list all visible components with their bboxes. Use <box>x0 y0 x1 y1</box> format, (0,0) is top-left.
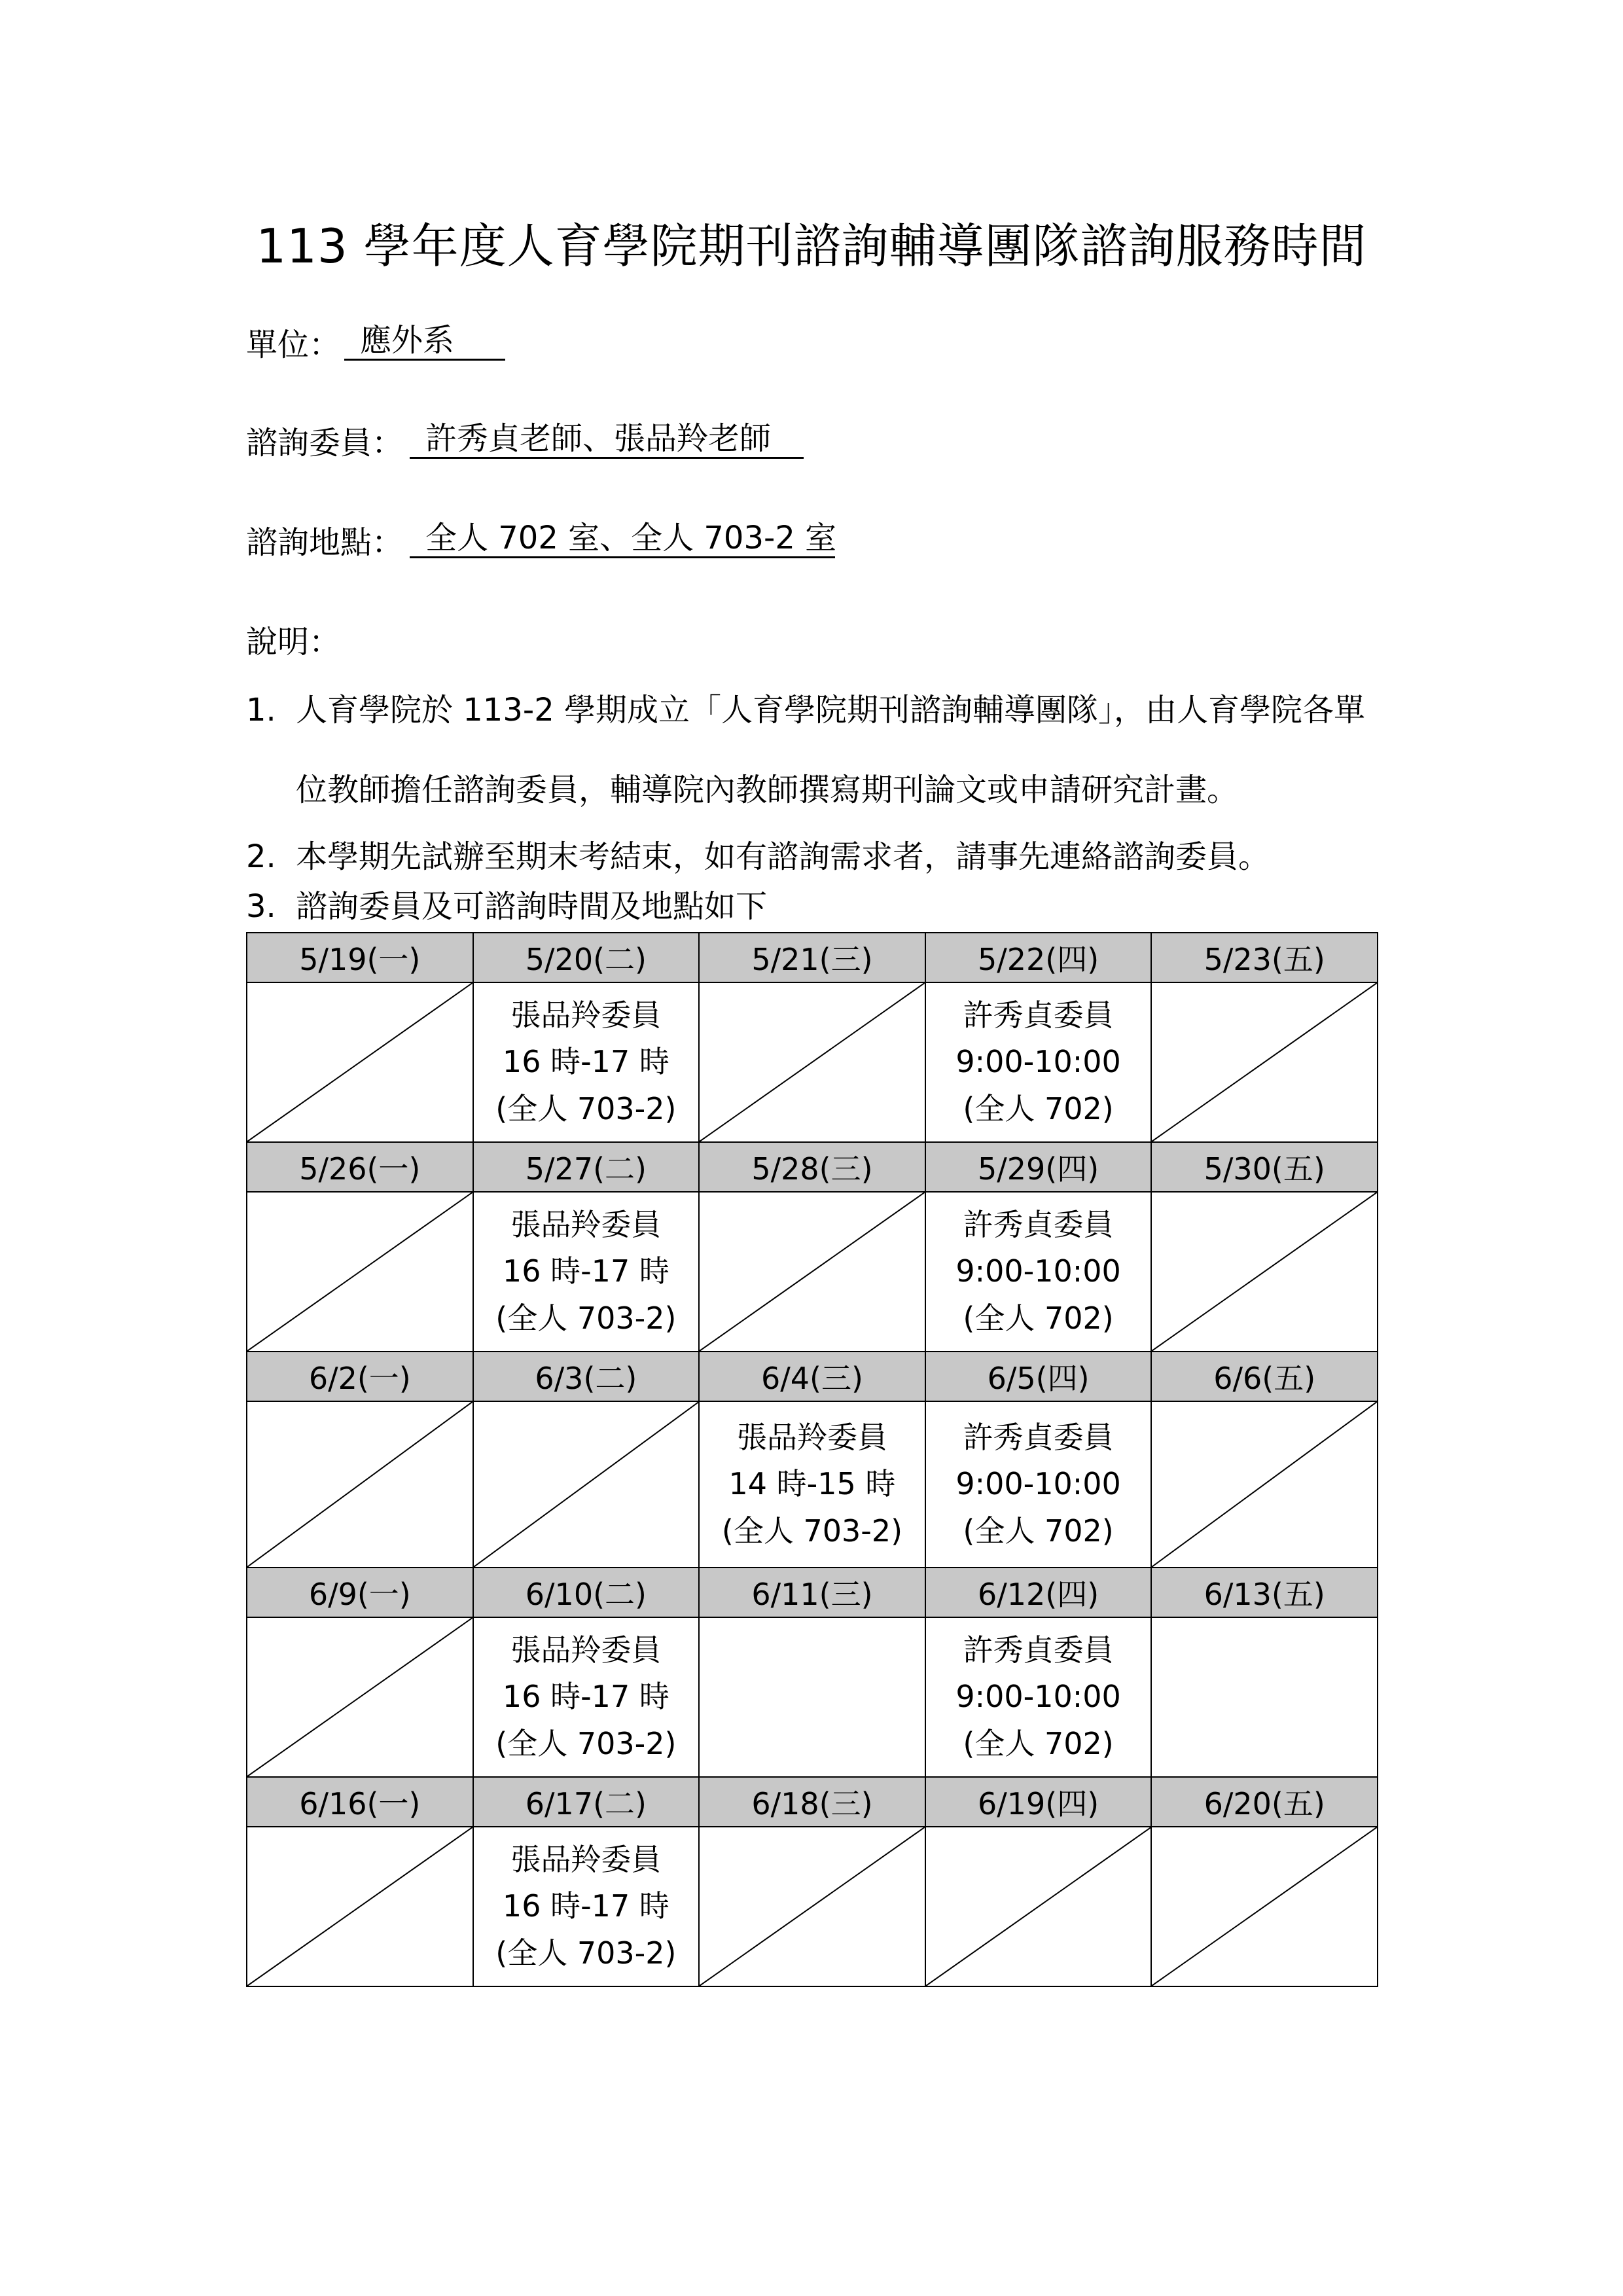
slot-row <box>247 1192 1378 1352</box>
slot-row <box>247 1617 1378 1777</box>
note-item <box>246 831 1270 876</box>
empty-cell <box>1151 1617 1378 1777</box>
slot-time: 16 時-17 時 <box>502 1044 669 1080</box>
note-text: 本學期先試辦至期末考結束，如有諮詢需求者，請事先連絡諮詢委員。 <box>296 838 1270 875</box>
slot-room: (全人 703-2) <box>721 1513 903 1549</box>
unavailable-cell <box>699 1827 925 1986</box>
date-header-row <box>247 933 1378 982</box>
slot-content <box>926 1202 1151 1342</box>
unavailable-cell <box>247 1617 473 1777</box>
diagonal-slash <box>700 983 925 1141</box>
unavailable-cell <box>473 1401 700 1568</box>
advisor-name: 許秀貞委員 <box>963 1420 1114 1456</box>
members-label: 諮詢委員： <box>246 425 404 461</box>
date-cell: 6/9(一) <box>247 1568 473 1617</box>
note-number: 3. <box>246 888 276 925</box>
date-cell: 5/26(一) <box>247 1142 473 1192</box>
date-cell: 5/22(四) <box>925 933 1152 982</box>
date-cell: 5/28(三) <box>699 1142 925 1192</box>
date-cell: 6/2(一) <box>247 1352 473 1401</box>
slot-time: 14 時-15 時 <box>728 1466 896 1502</box>
date-cell: 6/19(四) <box>925 1777 1152 1827</box>
advisor-name: 張品羚委員 <box>510 1842 662 1878</box>
slot-content <box>474 1627 699 1767</box>
slot-room: (全人 702) <box>963 1300 1114 1336</box>
note-continuation: 位教師擔任諮詢委員，輔導院內教師撰寫期刊論文或申請研究計畫。 <box>296 772 1239 808</box>
diagonal-slash <box>247 983 473 1141</box>
consult-slot <box>699 1401 925 1568</box>
date-cell: 6/13(五) <box>1151 1568 1378 1617</box>
members-value: 許秀貞老師、張品羚老師 <box>410 423 804 459</box>
note-text: 諮詢委員及可諮詢時間及地點如下 <box>296 888 768 925</box>
date-header-row <box>247 1777 1378 1827</box>
notes-heading: 說明： <box>246 624 341 660</box>
date-cell: 6/18(三) <box>699 1777 925 1827</box>
slot-room: (全人 702) <box>963 1090 1114 1126</box>
date-cell: 6/16(一) <box>247 1777 473 1827</box>
date-header-row <box>247 1142 1378 1192</box>
unit-field <box>246 319 455 365</box>
diagonal-slash <box>474 1402 699 1567</box>
date-header-row <box>247 1352 1378 1401</box>
diagonal-slash <box>247 1193 473 1351</box>
unavailable-cell <box>247 982 473 1142</box>
advisor-name: 張品羚委員 <box>736 1420 887 1456</box>
date-cell: 6/4(三) <box>699 1352 925 1401</box>
slot-room: (全人 702) <box>963 1725 1114 1761</box>
slot-time: 9:00-10:00 <box>955 1679 1121 1715</box>
slot-time: 16 時-17 時 <box>502 1679 669 1715</box>
slot-room: (全人 703-2) <box>495 1725 677 1761</box>
date-cell: 5/30(五) <box>1151 1142 1378 1192</box>
diagonal-slash <box>247 1827 473 1986</box>
note-item <box>246 881 767 926</box>
date-cell: 6/17(二) <box>473 1777 700 1827</box>
slot-content <box>474 992 699 1132</box>
slot-content <box>700 1414 925 1554</box>
date-cell: 5/27(二) <box>473 1142 700 1192</box>
page-title: 113 學年度人育學院期刊諮詢輔導團隊諮詢服務時間 <box>256 219 1367 274</box>
advisor-name: 許秀貞委員 <box>963 1632 1114 1668</box>
slot-room: (全人 703-2) <box>495 1300 677 1336</box>
diagonal-slash <box>1152 1827 1377 1986</box>
note-text: 人育學院於 113-2 學期成立「人育學院期刊諮詢輔導團隊」，由人育學院各單 <box>296 692 1365 728</box>
advisor-name: 張品羚委員 <box>510 1632 662 1668</box>
slot-time: 9:00-10:00 <box>955 1044 1121 1080</box>
note-number: 2. <box>246 838 276 875</box>
slot-time: 9:00-10:00 <box>955 1466 1121 1502</box>
unit-value: 應外系 <box>344 325 505 361</box>
unavailable-cell <box>1151 1401 1378 1568</box>
unavailable-cell <box>925 1827 1152 1986</box>
slot-time: 16 時-17 時 <box>502 1253 669 1289</box>
slot-time: 16 時-17 時 <box>502 1888 669 1924</box>
slot-time: 9:00-10:00 <box>955 1253 1121 1289</box>
date-cell: 6/12(四) <box>925 1568 1152 1617</box>
date-cell: 5/23(五) <box>1151 933 1378 982</box>
slot-row <box>247 1827 1378 1986</box>
slot-content <box>926 1627 1151 1767</box>
date-cell: 6/10(二) <box>473 1568 700 1617</box>
date-cell: 5/19(一) <box>247 933 473 982</box>
unit-label: 單位： <box>246 327 341 363</box>
note-number: 1. <box>246 692 276 728</box>
place-label: 諮詢地點： <box>246 524 404 561</box>
slot-content <box>926 1414 1151 1554</box>
slot-content <box>926 992 1151 1132</box>
unavailable-cell <box>699 1192 925 1352</box>
slot-room: (全人 702) <box>963 1513 1114 1549</box>
place-field <box>246 517 837 562</box>
slot-row <box>247 982 1378 1142</box>
date-cell: 6/20(五) <box>1151 1777 1378 1827</box>
diagonal-slash <box>247 1402 473 1567</box>
consult-slot <box>925 982 1152 1142</box>
date-cell: 6/11(三) <box>699 1568 925 1617</box>
advisor-name: 張品羚委員 <box>510 1207 662 1243</box>
unavailable-cell <box>247 1827 473 1986</box>
place-value: 全人 702 室、全人 703-2 室 <box>410 522 835 558</box>
consult-slot <box>925 1192 1152 1352</box>
diagonal-slash <box>1152 983 1377 1141</box>
empty-cell <box>699 1617 925 1777</box>
date-cell: 6/3(二) <box>473 1352 700 1401</box>
diagonal-slash <box>247 1618 473 1776</box>
unavailable-cell <box>1151 982 1378 1142</box>
unavailable-cell <box>699 982 925 1142</box>
consult-slot <box>473 1617 700 1777</box>
slot-room: (全人 703-2) <box>495 1935 677 1971</box>
diagonal-slash <box>1152 1402 1377 1567</box>
date-cell: 6/6(五) <box>1151 1352 1378 1401</box>
unavailable-cell <box>1151 1192 1378 1352</box>
slot-room: (全人 703-2) <box>495 1090 677 1126</box>
diagonal-slash <box>926 1827 1151 1986</box>
unavailable-cell <box>247 1192 473 1352</box>
slot-row <box>247 1401 1378 1568</box>
unavailable-cell <box>1151 1827 1378 1986</box>
advisor-name: 許秀貞委員 <box>963 1207 1114 1243</box>
consult-slot <box>925 1617 1152 1777</box>
date-cell: 6/5(四) <box>925 1352 1152 1401</box>
schedule-table <box>246 932 1378 1987</box>
diagonal-slash <box>1152 1193 1377 1351</box>
consult-slot <box>473 982 700 1142</box>
consult-slot <box>473 1827 700 1986</box>
date-cell: 5/21(三) <box>699 933 925 982</box>
consult-slot <box>925 1401 1152 1568</box>
date-header-row <box>247 1568 1378 1617</box>
note-item <box>246 685 1365 730</box>
diagonal-slash <box>700 1827 925 1986</box>
advisor-name: 許秀貞委員 <box>963 997 1114 1033</box>
date-cell: 5/29(四) <box>925 1142 1152 1192</box>
slot-content <box>474 1837 699 1977</box>
members-field <box>246 418 772 463</box>
date-cell: 5/20(二) <box>473 933 700 982</box>
consult-slot <box>473 1192 700 1352</box>
unavailable-cell <box>247 1401 473 1568</box>
diagonal-slash <box>700 1193 925 1351</box>
advisor-name: 張品羚委員 <box>510 997 662 1033</box>
slot-content <box>474 1202 699 1342</box>
